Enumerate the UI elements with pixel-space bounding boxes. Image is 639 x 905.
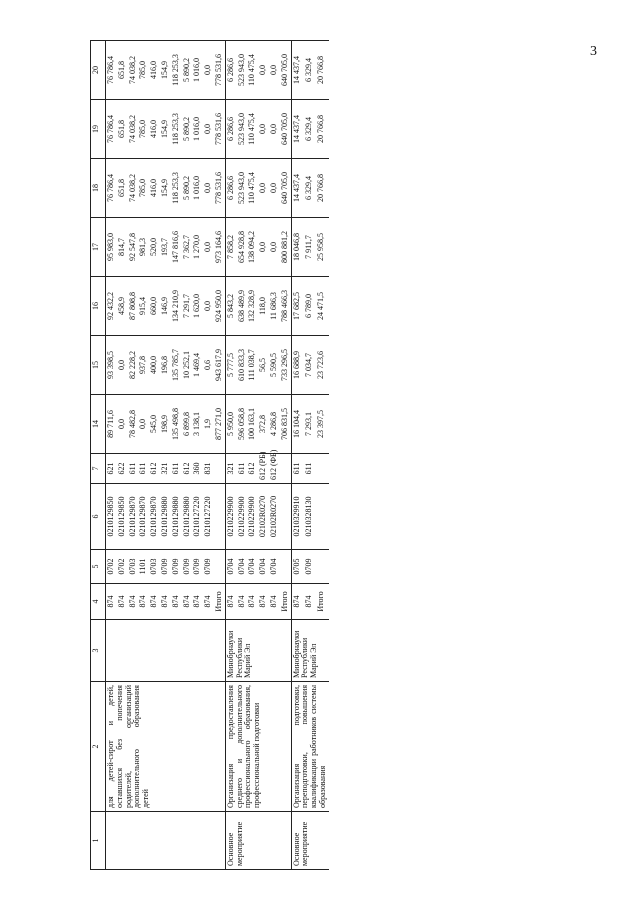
value-cell: 788 466,3 xyxy=(280,277,291,336)
value-cell xyxy=(280,484,291,550)
value-cell: 0,0 xyxy=(258,159,269,218)
value-cell: 0,0 xyxy=(203,277,214,336)
page-number: 3 xyxy=(590,44,597,59)
value-cell: 0,0 xyxy=(203,41,214,100)
value-cell: 523 943,0 xyxy=(237,159,248,218)
value-cell: 874 xyxy=(160,584,171,620)
event-type-cell xyxy=(106,812,226,870)
value-cell: 874 xyxy=(291,584,304,620)
budget-table xyxy=(90,40,329,870)
value-cell: 134 210,9 xyxy=(171,277,182,336)
value-cell: 874 xyxy=(304,584,316,620)
value-cell: 110 475,4 xyxy=(247,159,258,218)
value-cell: 154,9 xyxy=(160,100,171,159)
value-cell: 0704 xyxy=(247,550,258,584)
value-cell: 0705 xyxy=(291,550,304,584)
value-cell: 154,9 xyxy=(160,159,171,218)
value-cell: 110 475,4 xyxy=(247,100,258,159)
value-cell: 0210129880 xyxy=(160,484,171,550)
value-cell: 76 786,4 xyxy=(106,100,117,159)
value-cell: 651,8 xyxy=(117,100,128,159)
value-cell: 0709 xyxy=(192,550,203,584)
value-cell: 95 983,0 xyxy=(106,218,117,277)
value-cell: 20 766,8 xyxy=(316,159,328,218)
value-cell: 0704 xyxy=(258,550,269,584)
value-cell: 0704 xyxy=(225,550,236,584)
value-cell: 0210127220 xyxy=(203,484,214,550)
value-cell: 874 xyxy=(247,584,258,620)
value-cell: 146,9 xyxy=(160,277,171,336)
value-cell: 1 469,4 xyxy=(192,336,203,395)
value-cell: 0210129870 xyxy=(149,484,160,550)
value-cell: 611 xyxy=(171,454,182,484)
value-cell: 0702 xyxy=(117,550,128,584)
header-cell: 14 xyxy=(91,395,106,454)
value-cell: 874 xyxy=(203,584,214,620)
value-cell: 0,6 xyxy=(203,336,214,395)
value-cell: 800 881,2 xyxy=(280,218,291,277)
header-row xyxy=(91,41,106,870)
value-cell: 651,8 xyxy=(117,159,128,218)
value-cell: 612 xyxy=(247,454,258,484)
value-cell: 20 766,8 xyxy=(316,100,328,159)
value-cell: 0,0 xyxy=(269,218,280,277)
header-cell: 17 xyxy=(91,218,106,277)
value-cell: 622 xyxy=(117,454,128,484)
header-cell: 5 xyxy=(91,550,106,584)
value-cell: 87 808,8 xyxy=(128,277,139,336)
table-row xyxy=(106,41,117,870)
header-cell: 18 xyxy=(91,159,106,218)
value-cell: 1,9 xyxy=(203,395,214,454)
value-cell: 1101 xyxy=(138,550,149,584)
value-cell: 0,0 xyxy=(138,395,149,454)
value-cell: 02102R0270 xyxy=(269,484,280,550)
header-cell: 19 xyxy=(91,100,106,159)
value-cell: 0210229900 xyxy=(225,484,236,550)
value-cell: 785,0 xyxy=(138,41,149,100)
value-cell: 6 899,8 xyxy=(182,395,193,454)
value-cell: 135 498,8 xyxy=(171,395,182,454)
value-cell: 874 xyxy=(138,584,149,620)
value-cell: 02102R0270 xyxy=(258,484,269,550)
value-cell: 118 253,3 xyxy=(171,41,182,100)
value-cell: 110 475,4 xyxy=(247,41,258,100)
value-cell xyxy=(316,454,328,484)
value-cell: 874 xyxy=(128,584,139,620)
value-cell: 458,9 xyxy=(117,277,128,336)
value-cell: 0,0 xyxy=(258,100,269,159)
value-cell: 1 270,0 xyxy=(192,218,203,277)
value-cell: 0210229900 xyxy=(237,484,248,550)
value-cell: 0,0 xyxy=(203,159,214,218)
value-cell: 611 xyxy=(291,454,304,484)
value-cell: 6 286,6 xyxy=(225,41,236,100)
value-cell: 154,9 xyxy=(160,41,171,100)
value-cell: 7 858,2 xyxy=(225,218,236,277)
value-cell: 943 617,9 xyxy=(214,336,225,395)
value-cell: 74 038,2 xyxy=(128,159,139,218)
value-cell: 78 482,8 xyxy=(128,395,139,454)
value-cell: 0,0 xyxy=(269,159,280,218)
value-cell: 612 xyxy=(149,454,160,484)
value-cell: 3 138,1 xyxy=(192,395,203,454)
value-cell: 11 686,3 xyxy=(269,277,280,336)
value-cell: 874 xyxy=(269,584,280,620)
value-cell: 0704 xyxy=(237,550,248,584)
value-cell: 0709 xyxy=(171,550,182,584)
value-cell: 874 xyxy=(237,584,248,620)
value-cell: 16 104,4 xyxy=(291,395,304,454)
event-name-cell: Организация предоставления среднего и дополнительного профессионального образования, профессиональной подготовки xyxy=(225,682,291,812)
header-cell: 1 xyxy=(91,812,106,870)
value-cell: 76 786,4 xyxy=(106,159,117,218)
value-cell: 915,4 xyxy=(138,277,149,336)
value-cell: 7 293,1 xyxy=(304,395,316,454)
header-cell: 3 xyxy=(91,620,106,682)
value-cell: 778 531,6 xyxy=(214,100,225,159)
value-cell: 0210328130 xyxy=(304,484,316,550)
value-cell: 5 890,2 xyxy=(182,41,193,100)
value-cell: 1 016,0 xyxy=(192,159,203,218)
value-cell: 1 016,0 xyxy=(192,100,203,159)
value-cell: 610 833,3 xyxy=(237,336,248,395)
value-cell: 0702 xyxy=(106,550,117,584)
header-cell: 15 xyxy=(91,336,106,395)
header-cell: 20 xyxy=(91,41,106,100)
value-cell: 0709 xyxy=(203,550,214,584)
value-cell: 874 xyxy=(149,584,160,620)
value-cell: 14 437,4 xyxy=(291,41,304,100)
value-cell: 778 531,6 xyxy=(214,41,225,100)
value-cell: 0210129870 xyxy=(128,484,139,550)
value-cell: 7 034,7 xyxy=(304,336,316,395)
value-cell: 135 785,7 xyxy=(171,336,182,395)
value-cell: 89 711,6 xyxy=(106,395,117,454)
value-cell: 16 688,9 xyxy=(291,336,304,395)
value-cell: 874 xyxy=(171,584,182,620)
value-cell: 596 058,8 xyxy=(237,395,248,454)
value-cell: 523 943,0 xyxy=(237,41,248,100)
value-cell xyxy=(214,484,225,550)
value-cell: 778 531,6 xyxy=(214,159,225,218)
value-cell: 733 296,5 xyxy=(280,336,291,395)
value-cell: 0,0 xyxy=(203,218,214,277)
rotated-table-area xyxy=(90,40,630,870)
value-cell: 0709 xyxy=(160,550,171,584)
value-cell: 6 286,6 xyxy=(225,100,236,159)
value-cell: 118 253,3 xyxy=(171,100,182,159)
value-cell: 5 777,5 xyxy=(225,336,236,395)
value-cell: 93 398,5 xyxy=(106,336,117,395)
value-cell: 0210129880 xyxy=(171,484,182,550)
value-cell: 0210329910 xyxy=(291,484,304,550)
value-cell: 6 286,6 xyxy=(225,159,236,218)
value-cell: 831 xyxy=(203,454,214,484)
value-cell: 76 786,4 xyxy=(106,41,117,100)
value-cell: 24 471,5 xyxy=(316,277,328,336)
value-cell: 611 xyxy=(304,454,316,484)
header-cell: 4 xyxy=(91,584,106,620)
value-cell: 92 432,2 xyxy=(106,277,117,336)
value-cell: 7 362,7 xyxy=(182,218,193,277)
value-cell: 0704 xyxy=(269,550,280,584)
value-cell: 4 286,8 xyxy=(269,395,280,454)
value-cell: 321 xyxy=(225,454,236,484)
value-cell: 0210129850 xyxy=(117,484,128,550)
value-cell xyxy=(214,550,225,584)
value-cell: 877 271,0 xyxy=(214,395,225,454)
value-cell xyxy=(316,550,328,584)
value-cell: 0,0 xyxy=(269,41,280,100)
value-cell: 14 437,4 xyxy=(291,159,304,218)
value-cell: 10 252,1 xyxy=(182,336,193,395)
value-cell: 0,0 xyxy=(117,395,128,454)
value-cell: 416,0 xyxy=(149,41,160,100)
executor-cell: Минобрнауки Республики Марий Эл xyxy=(291,620,329,682)
value-cell: 18 046,8 xyxy=(291,218,304,277)
value-cell: Итого xyxy=(316,584,328,620)
table-row xyxy=(291,41,304,870)
value-cell: 7 291,7 xyxy=(182,277,193,336)
value-cell: 706 831,5 xyxy=(280,395,291,454)
value-cell: 0703 xyxy=(128,550,139,584)
value-cell: 321 xyxy=(160,454,171,484)
value-cell: Итого xyxy=(280,584,291,620)
value-cell: 0,0 xyxy=(258,41,269,100)
value-cell: 0,0 xyxy=(258,218,269,277)
value-cell: 612 (ФБ) xyxy=(269,454,280,484)
value-cell: 874 xyxy=(117,584,128,620)
value-cell: 416,0 xyxy=(149,159,160,218)
value-cell: 0210127220 xyxy=(192,484,203,550)
value-cell: 621 xyxy=(106,454,117,484)
value-cell: 14 437,4 xyxy=(291,100,304,159)
value-cell: 640 705,0 xyxy=(280,100,291,159)
value-cell: 660,0 xyxy=(149,277,160,336)
value-cell: 372,8 xyxy=(258,395,269,454)
value-cell: 5 590,5 xyxy=(269,336,280,395)
table-row xyxy=(225,41,236,870)
header-cell: 2 xyxy=(91,682,106,812)
value-cell: 937,8 xyxy=(138,336,149,395)
value-cell: 6 329,4 xyxy=(304,41,316,100)
value-cell: 651,8 xyxy=(117,41,128,100)
value-cell: 874 xyxy=(192,584,203,620)
value-cell: 82 228,2 xyxy=(128,336,139,395)
value-cell: 874 xyxy=(225,584,236,620)
value-cell: 118,0 xyxy=(258,277,269,336)
value-cell: 74 038,2 xyxy=(128,41,139,100)
table-body xyxy=(91,41,329,870)
value-cell: 360 xyxy=(192,454,203,484)
value-cell: 6 329,4 xyxy=(304,100,316,159)
event-type-cell: Основное мероприятие xyxy=(225,812,291,870)
value-cell: Итого xyxy=(214,584,225,620)
executor-cell xyxy=(106,620,226,682)
value-cell: 640 705,0 xyxy=(280,41,291,100)
value-cell: 638 489,9 xyxy=(237,277,248,336)
value-cell: 138 094,2 xyxy=(247,218,258,277)
value-cell: 25 958,5 xyxy=(316,218,328,277)
value-cell: 0,0 xyxy=(269,100,280,159)
value-cell xyxy=(280,454,291,484)
value-cell: 132 328,9 xyxy=(247,277,258,336)
value-cell: 56,5 xyxy=(258,336,269,395)
value-cell: 0210229900 xyxy=(247,484,258,550)
value-cell: 5 890,2 xyxy=(182,159,193,218)
value-cell: 6 329,4 xyxy=(304,159,316,218)
header-cell: 6 xyxy=(91,484,106,550)
value-cell: 0210129870 xyxy=(138,484,149,550)
value-cell: 5 890,2 xyxy=(182,100,193,159)
event-name-cell: для детей-сирот и детей, оставшихся без попечения родителей, организаций дополнительного образования детей xyxy=(106,682,226,812)
value-cell: 92 547,8 xyxy=(128,218,139,277)
value-cell: 874 xyxy=(106,584,117,620)
value-cell: 924 950,0 xyxy=(214,277,225,336)
value-cell xyxy=(214,454,225,484)
event-name-cell: Организация подготовки, переподготовки, повышения квалификации работников системы образования xyxy=(291,682,329,812)
value-cell: 17 682,5 xyxy=(291,277,304,336)
value-cell: 0210129880 xyxy=(182,484,193,550)
value-cell: 612 (РБ) xyxy=(258,454,269,484)
value-cell: 7 911,7 xyxy=(304,218,316,277)
value-cell: 640 705,0 xyxy=(280,159,291,218)
value-cell: 198,9 xyxy=(160,395,171,454)
value-cell: 416,0 xyxy=(149,100,160,159)
header-cell: 7 xyxy=(91,454,106,484)
value-cell: 981,3 xyxy=(138,218,149,277)
event-type-cell: Основное мероприятие xyxy=(291,812,329,870)
value-cell xyxy=(280,550,291,584)
value-cell: 0210129850 xyxy=(106,484,117,550)
header-cell: 16 xyxy=(91,277,106,336)
value-cell: 611 xyxy=(237,454,248,484)
value-cell: 0709 xyxy=(304,550,316,584)
value-cell: 0703 xyxy=(149,550,160,584)
value-cell: 6 789,0 xyxy=(304,277,316,336)
value-cell: 523 943,0 xyxy=(237,100,248,159)
value-cell: 785,0 xyxy=(138,159,149,218)
value-cell: 118 253,3 xyxy=(171,159,182,218)
value-cell: 545,0 xyxy=(149,395,160,454)
value-cell: 196,8 xyxy=(160,336,171,395)
value-cell: 5 950,0 xyxy=(225,395,236,454)
value-cell: 100 163,1 xyxy=(247,395,258,454)
value-cell: 111 038,7 xyxy=(247,336,258,395)
value-cell: 1 016,0 xyxy=(192,41,203,100)
value-cell: 193,7 xyxy=(160,218,171,277)
value-cell: 611 xyxy=(128,454,139,484)
value-cell: 785,0 xyxy=(138,100,149,159)
executor-cell: Минобрнауки Республики Марий Эл xyxy=(225,620,291,682)
value-cell: 1 620,0 xyxy=(192,277,203,336)
value-cell: 973 164,6 xyxy=(214,218,225,277)
value-cell: 874 xyxy=(182,584,193,620)
value-cell: 814,7 xyxy=(117,218,128,277)
value-cell: 0709 xyxy=(182,550,193,584)
value-cell: 612 xyxy=(182,454,193,484)
value-cell: 0,0 xyxy=(203,100,214,159)
value-cell: 23 723,6 xyxy=(316,336,328,395)
value-cell: 0,0 xyxy=(117,336,128,395)
value-cell xyxy=(316,484,328,550)
value-cell: 23 397,5 xyxy=(316,395,328,454)
value-cell: 5 843,2 xyxy=(225,277,236,336)
value-cell: 874 xyxy=(258,584,269,620)
value-cell: 20 766,8 xyxy=(316,41,328,100)
value-cell: 400,0 xyxy=(149,336,160,395)
value-cell: 147 816,6 xyxy=(171,218,182,277)
value-cell: 654 928,8 xyxy=(237,218,248,277)
value-cell: 74 038,2 xyxy=(128,100,139,159)
value-cell: 520,0 xyxy=(149,218,160,277)
value-cell: 611 xyxy=(138,454,149,484)
